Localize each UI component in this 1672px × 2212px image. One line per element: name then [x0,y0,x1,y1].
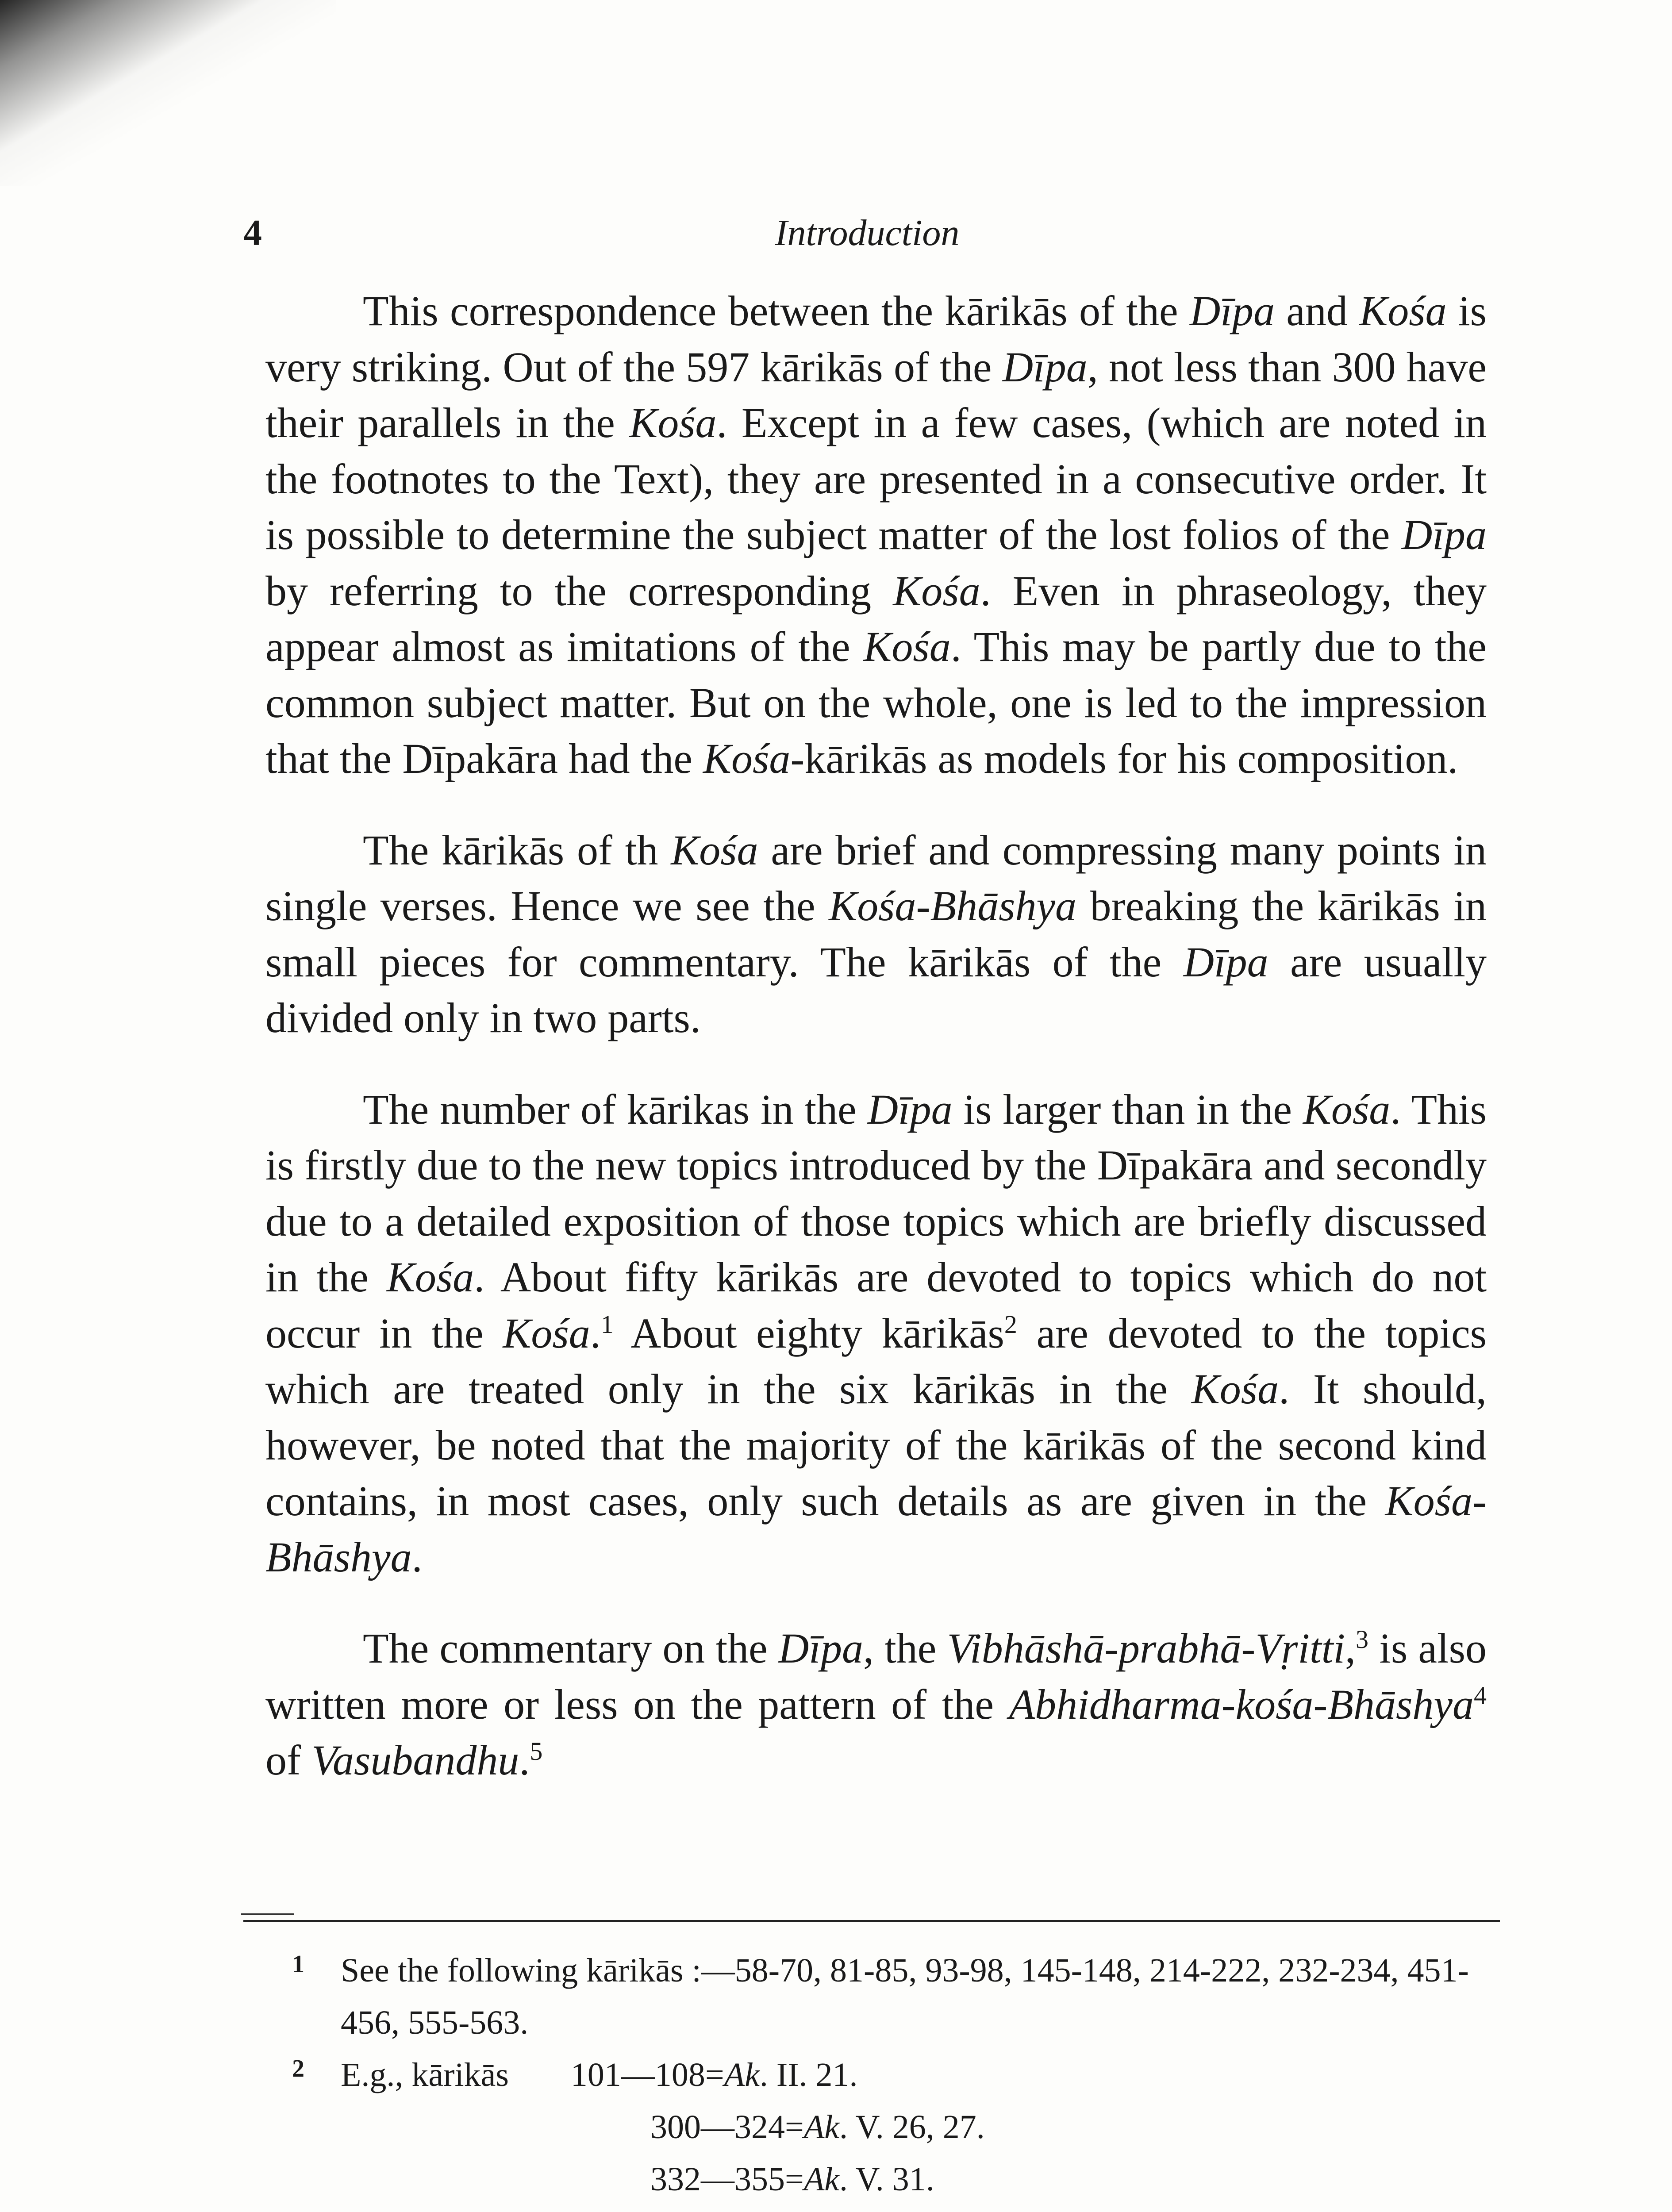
page-number: 4 [243,212,262,253]
italic-term: Dīpa [867,1085,953,1133]
range: 101—108= [570,2056,724,2093]
paragraph-4 [265,1621,1487,1789]
ref-rest: . II. 21. [759,2056,858,2093]
text-run: . This may be partly due to the common subject matter. But on the whole, one is led to the impression that the Dīpakāra had the [265,623,1487,782]
italic-term: Kośa [503,1309,590,1357]
ref: Ak [724,2056,760,2093]
text-run: are usually divided only in two parts. [265,938,1487,1041]
italic-term: Kośa [1359,287,1447,334]
text-run: of [265,1736,311,1784]
text-run: breaking the kārikās in small pieces for commentary. The kārikās of the [265,882,1487,986]
paragraph-3 [265,1082,1487,1586]
paragraph-2 [265,822,1487,1046]
italic-term: Kośa [386,1253,474,1301]
range: 332—355= [650,2161,804,2198]
text-run: are brief and compressing many points in single verses. Hence we see the [265,826,1487,929]
footnote-text: E.g., kārikās [341,2056,509,2093]
equivalence-row [341,2101,1487,2153]
italic-term: Dīpa [1002,343,1088,391]
text-run: . Except in a few cases, (which are noted in the footnotes to the Text), they are presented in a consecutive order. It is possible to determine the subject matter of the lost folios of the [265,399,1487,558]
italic-term: Kośa [671,826,758,874]
footnote-mark: 2 [292,2055,304,2082]
footnote-mark: 1 [292,1951,304,1978]
body-text [265,283,1487,1789]
footnote-ref: 4 [1474,1681,1487,1710]
italic-term: Kośa-Bhāshya [265,1477,1487,1581]
text-run: and [1274,287,1360,334]
footnote-1 [292,1944,1487,2049]
ref: Ak [803,2108,840,2146]
text-run: About eighty kārikās [613,1309,1004,1357]
text-run: are devoted to the topics which are treated only in the six kārikās in the [265,1309,1487,1413]
running-title: Introduction [775,212,960,253]
text-run: is also written more or less on the pattern of the [265,1624,1487,1728]
rule-stub [241,1913,294,1915]
italic-term: Kośa [1303,1085,1391,1133]
italic-term: Vasubandhu [311,1736,519,1784]
ref: Ak [803,2161,840,2198]
italic-term: Kośa [629,399,717,446]
text-run: by referring to the corresponding [265,567,893,614]
footnote-ref: 1 [600,1310,614,1339]
footnote-ref: 2 [1004,1310,1017,1339]
text-run: . [411,1533,423,1581]
text-run: . [519,1736,530,1784]
equivalence-row [341,2205,1487,2212]
text-run: This correspondence between the kārikās of the [363,287,1190,334]
page-header [239,211,1495,265]
footnote-text: See the following kārikās :—58-70, 81-85, 93-98, 145-148, 214-222, 232-234, 451-456, 555-563. [341,1952,1469,2041]
text-run: , not less than 300 have their parallels in the [265,343,1487,446]
text-run: is very striking. Out of the 597 kārikās of the [265,287,1487,391]
scan-shadow-top-left [0,0,336,186]
italic-term: Kośa [1191,1365,1279,1413]
footnote-2-first-line [341,2049,1487,2101]
italic-term: Dīpa [1183,938,1268,986]
italic-term: Vibhāshā-prabhā-Vṛitti [947,1624,1345,1672]
italic-term: Kośa [863,623,951,670]
text-run: . This is firstly due to the new topics introduced by the Dīpakāra and secondly due to a detailed exposition of those topics which are briefly discussed in the [265,1085,1487,1301]
footnote-ref: 5 [530,1737,543,1766]
text-run: The kārikās of th [363,826,671,874]
footnotes [292,1944,1487,2212]
equivalence-row [341,2153,1487,2205]
italic-term: Dīpa [1402,511,1487,558]
ref-rest: . V. 31. [839,2161,934,2198]
italic-term: Abhidharma-kośa-Bhāshya [1009,1680,1474,1728]
italic-term: Kośa [893,567,980,614]
footnote-ref: 3 [1356,1625,1369,1654]
paragraph-1 [265,283,1487,787]
italic-term: Dīpa [1189,287,1275,334]
text-run: is larger than in the [952,1085,1303,1133]
italic-term: Kośa-Bhāshya [829,882,1077,929]
italic-term: Dīpa [778,1624,863,1672]
ref-rest: . V. 26, 27. [839,2108,985,2146]
text-run: . Even in phraseology, they appear almost as imitations of the [265,567,1487,670]
text-run: , the [863,1624,947,1672]
text-run: -kārikās as models for his composition. [790,735,1458,782]
italic-term: Kośa [703,735,791,782]
footnote-2 [292,2049,1487,2212]
footnote-rule [243,1920,1500,1922]
text-run: . [590,1309,601,1357]
text-run: . About fifty kārikās are devoted to topics which do not occur in the [265,1253,1487,1357]
range: 300—324= [650,2108,804,2146]
text-run: The commentary on the [363,1624,778,1672]
text-run: , [1345,1624,1356,1672]
text-run: The number of kārikas in the [363,1085,868,1133]
text-run: . It should, however, be noted that the majority of the kārikās of the second kind contains, in most cases, only such details as are given in the [265,1365,1487,1525]
